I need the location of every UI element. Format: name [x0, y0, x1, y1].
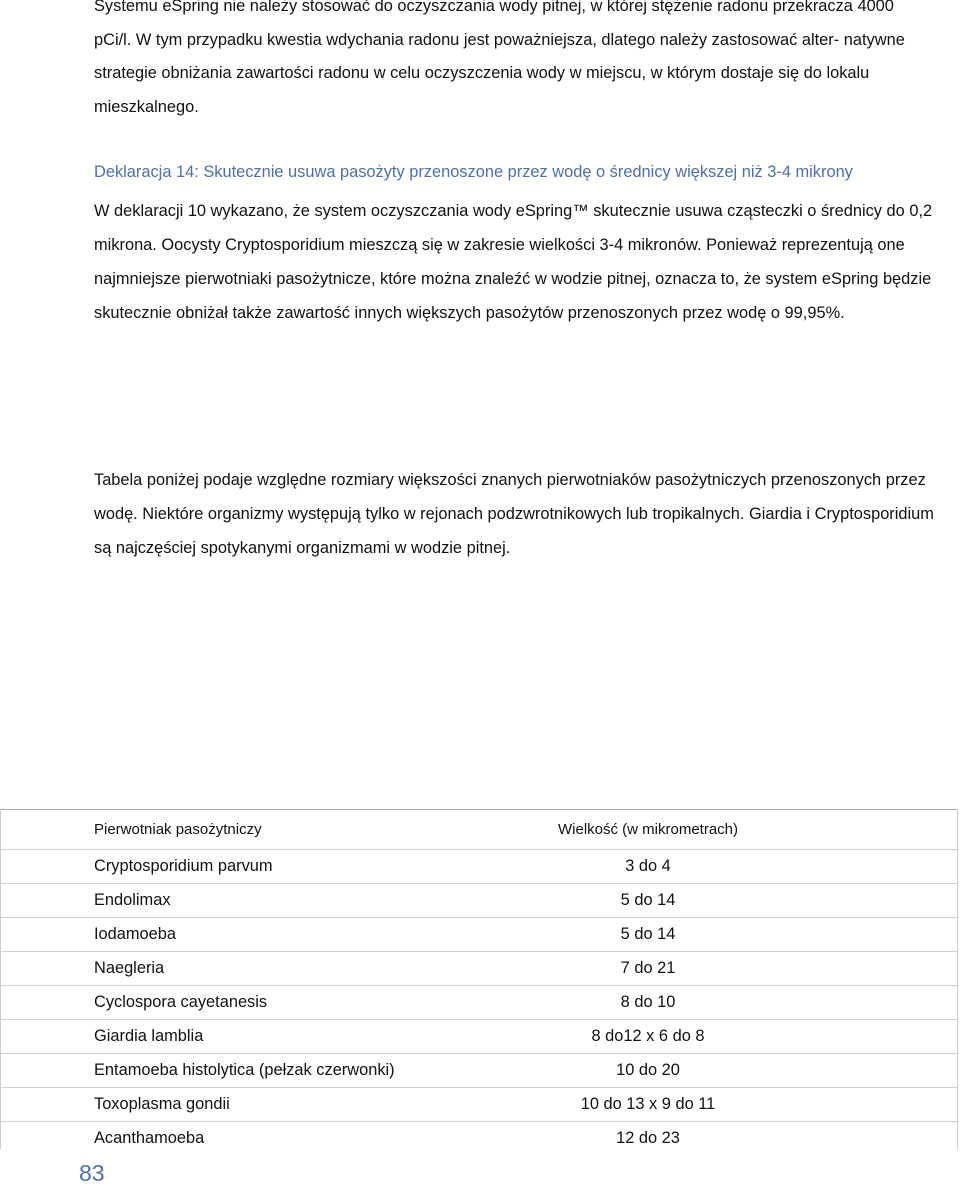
page-number: 83	[79, 1160, 105, 1186]
parasite-size: 12 do 23	[448, 1122, 848, 1156]
parasite-size: 10 do 13 x 9 do 11	[448, 1088, 848, 1122]
table-row	[0, 952, 958, 986]
table-row	[0, 1088, 958, 1122]
parasite-size-table	[0, 809, 958, 1155]
table-row	[0, 918, 958, 952]
table-row	[0, 986, 958, 1020]
parasite-size: 8 do12 x 6 do 8	[448, 1020, 848, 1054]
parasite-size: 3 do 4	[448, 850, 848, 884]
parasite-name: Cryptosporidium parvum	[94, 850, 448, 884]
table-right-border	[957, 809, 958, 1149]
paragraph-table-intro: Tabela poniżej podaje względne rozmiary większości znanych pierwotniaków pasożytniczych przenoszonych przez wodę. Niektóre organizmy występują tylko w rejonach podzwrotnikowych lub tropikalnych. Giardia i Cryptosporidium są najczęściej spotykanymi organizmami w wodzie pitnej.	[94, 471, 934, 557]
section-heading-claim-14: Deklaracja 14: Skutecznie usuwa pasożyty przenoszone przez wodę o średnicy większej niż 3-4 mikrony	[94, 163, 853, 181]
paragraph-radon: Systemu eSpring nie należy stosować do oczyszczania wody pitnej, w której stężenie radonu przekracza 4000 pCi/l. W tym przypadku kwestia wdychania radonu jest poważniejsza, dlatego należy zastosować alter- natywne strategie obniżania zawartości radonu w celu oczyszczenia wody w miejscu, w którym dostaje się do lokalu mieszkalnego.	[94, 0, 905, 116]
parasite-size: 8 do 10	[448, 986, 848, 1020]
parasite-name: Naegleria	[94, 952, 448, 986]
parasite-name: Toxoplasma gondii	[94, 1088, 448, 1122]
parasite-name: Acanthamoeba	[94, 1122, 448, 1156]
column-header-size: Wielkość (w mikrometrach)	[448, 810, 848, 850]
parasite-name: Entamoeba histolytica (pełzak czerwonki)	[94, 1054, 448, 1088]
parasite-name: Endolimax	[94, 884, 448, 918]
column-header-parasite: Pierwotniak pasożytniczy	[94, 810, 448, 850]
parasite-name: Iodamoeba	[94, 918, 448, 952]
table-row	[0, 1054, 958, 1088]
table-header-row	[0, 810, 958, 850]
table-row	[0, 850, 958, 884]
parasite-size: 7 do 21	[448, 952, 848, 986]
table-row	[0, 884, 958, 918]
parasite-size: 5 do 14	[448, 918, 848, 952]
table-row	[0, 1122, 958, 1156]
paragraph-claim-14: W deklaracji 10 wykazano, że system oczyszczania wody eSpring™ skutecznie usuwa cząsteczki o średnicy do 0,2 mikrona. Oocysty Cryptosporidium mieszczą się w zakresie wielkości 3-4 mikronów. Ponieważ reprezentują one najmniejsze pierwotniaki pasożytnicze, które można znaleźć w wodzie pitnej, oznacza to, że system eSpring będzie skutecznie obniżał także zawartość innych większych pasożytów przenoszonych przez wodę o 99,95%.	[94, 202, 933, 322]
table-left-border	[0, 809, 1, 1149]
parasite-name: Giardia lamblia	[94, 1020, 448, 1054]
parasite-size: 5 do 14	[448, 884, 848, 918]
table-row	[0, 1020, 958, 1054]
parasite-name: Cyclospora cayetanesis	[94, 986, 448, 1020]
parasite-size: 10 do 20	[448, 1054, 848, 1088]
